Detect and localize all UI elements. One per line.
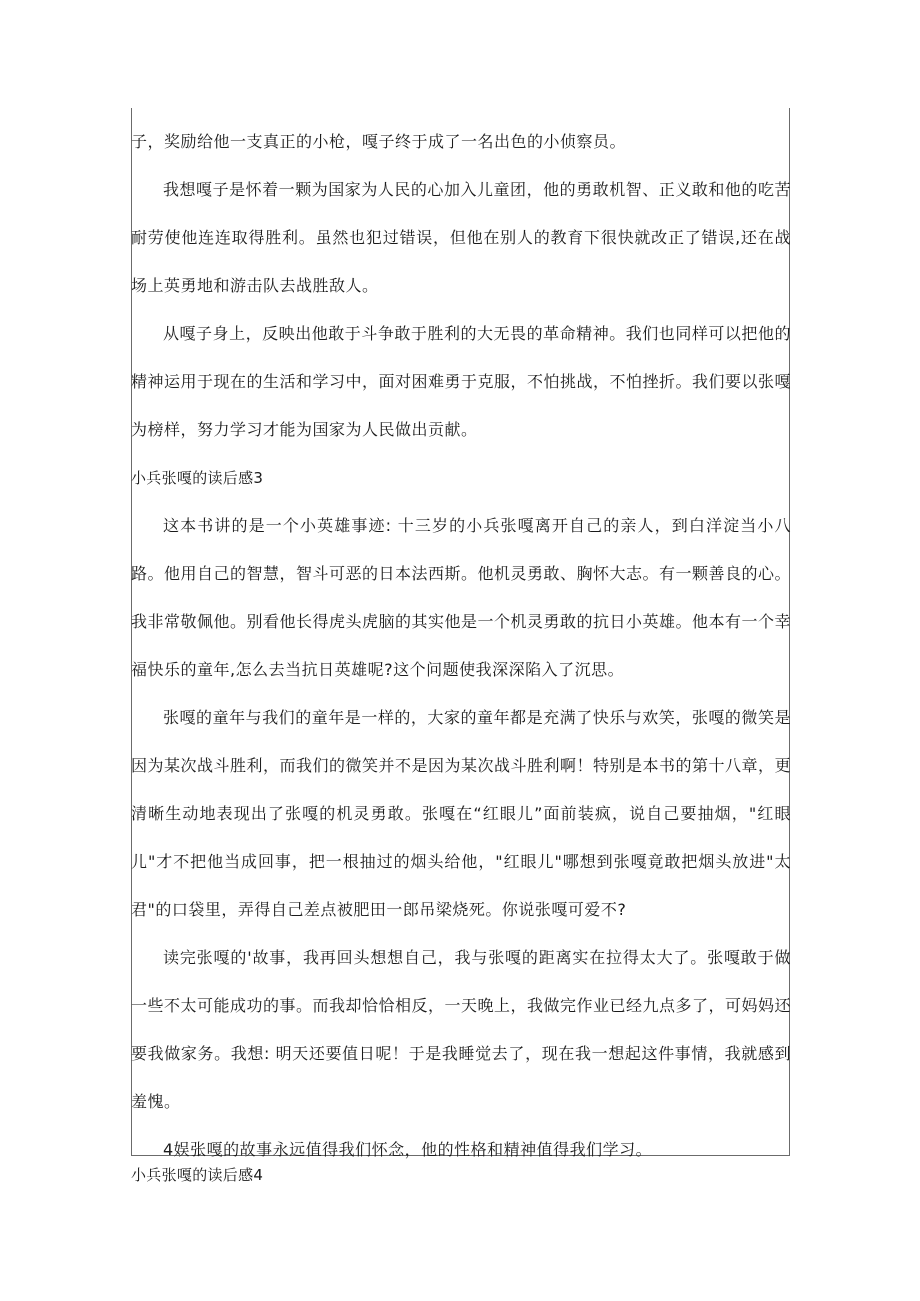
document-body xyxy=(131,118,791,1174)
paragraph: 读完张嘎的'故事，我再回头想想自己，我与张嘎的距离实在拉得太大了。张嘎敢于做一些不太可能成功的事。而我却恰恰相反，一天晚上，我做完作业已经九点多了，可妈妈还要我做家务。我想: 明天还要值日呢！于是我睡觉去了，现在我一想起这件事情，我就感到羞愧。 xyxy=(131,948,792,1111)
paragraph: 4娱张嘎的故事永远值得我们怀念，他的性格和精神值得我们学习。 xyxy=(163,1140,653,1159)
section-heading: 小兵张嘎的读后感3 xyxy=(131,469,264,487)
paragraph: 这本书讲的是一个小英雄事迹: 十三岁的小兵张嘎离开自己的亲人，到白洋淀当小八路。他用自己的智慧，智斗可恶的日本法西斯。他机灵勇敢、胸怀大志。有一颗善良的心。我非常敬佩他。别看他长得虎头虎脑的其实他是一个机灵勇敢的抗日小英雄。他本有一个幸福快乐的童年,怎么去当抗日英雄呢?这个问题使我深深陷入了沉思。 xyxy=(131,516,792,679)
paragraph-continuation: 子，奖励给他一支真正的小枪，嘎子终于成了一名出色的小侦察员。 xyxy=(131,132,627,151)
paragraph: 我想嘎子是怀着一颗为国家为人民的心加入儿童团，他的勇敢机智、正义敢和他的吃苦耐劳使他连连取得胜利。虽然也犯过错误，但他在别人的教育下很快就改正了错误,还在战场上英勇地和游击队去战胜敌人。 xyxy=(131,180,791,295)
paragraph: 张嘎的童年与我们的童年是一样的，大家的童年都是充满了快乐与欢笑，张嘎的微笑是因为某次战斗胜利，而我们的微笑并不是因为某次战斗胜利啊！特别是本书的第十八章，更清晰生动地表现出了张嘎的机灵勇敢。张嘎在“红眼儿”面前装疯，说自己要抽烟，"红眼儿"才不把他当成回事，把一根抽过的烟头给他，"红眼儿"哪想到张嘎竟敢把烟头放进"太君"的口袋里，弄得自己差点被肥田一郎吊梁烧死。你说张嘎可爱不? xyxy=(131,708,792,919)
section-heading-next: 小兵张嘎的读后感4 xyxy=(131,1166,264,1184)
paragraph: 从嘎子身上，反映出他敢于斗争敢于胜利的大无畏的革命精神。我们也同样可以把他的精神运用于现在的生活和学习中，面对困难勇于克服，不怕挑战，不怕挫折。我们要以张嘎为榜样，努力学习才能为国家为人民做出贡献。 xyxy=(131,324,792,439)
